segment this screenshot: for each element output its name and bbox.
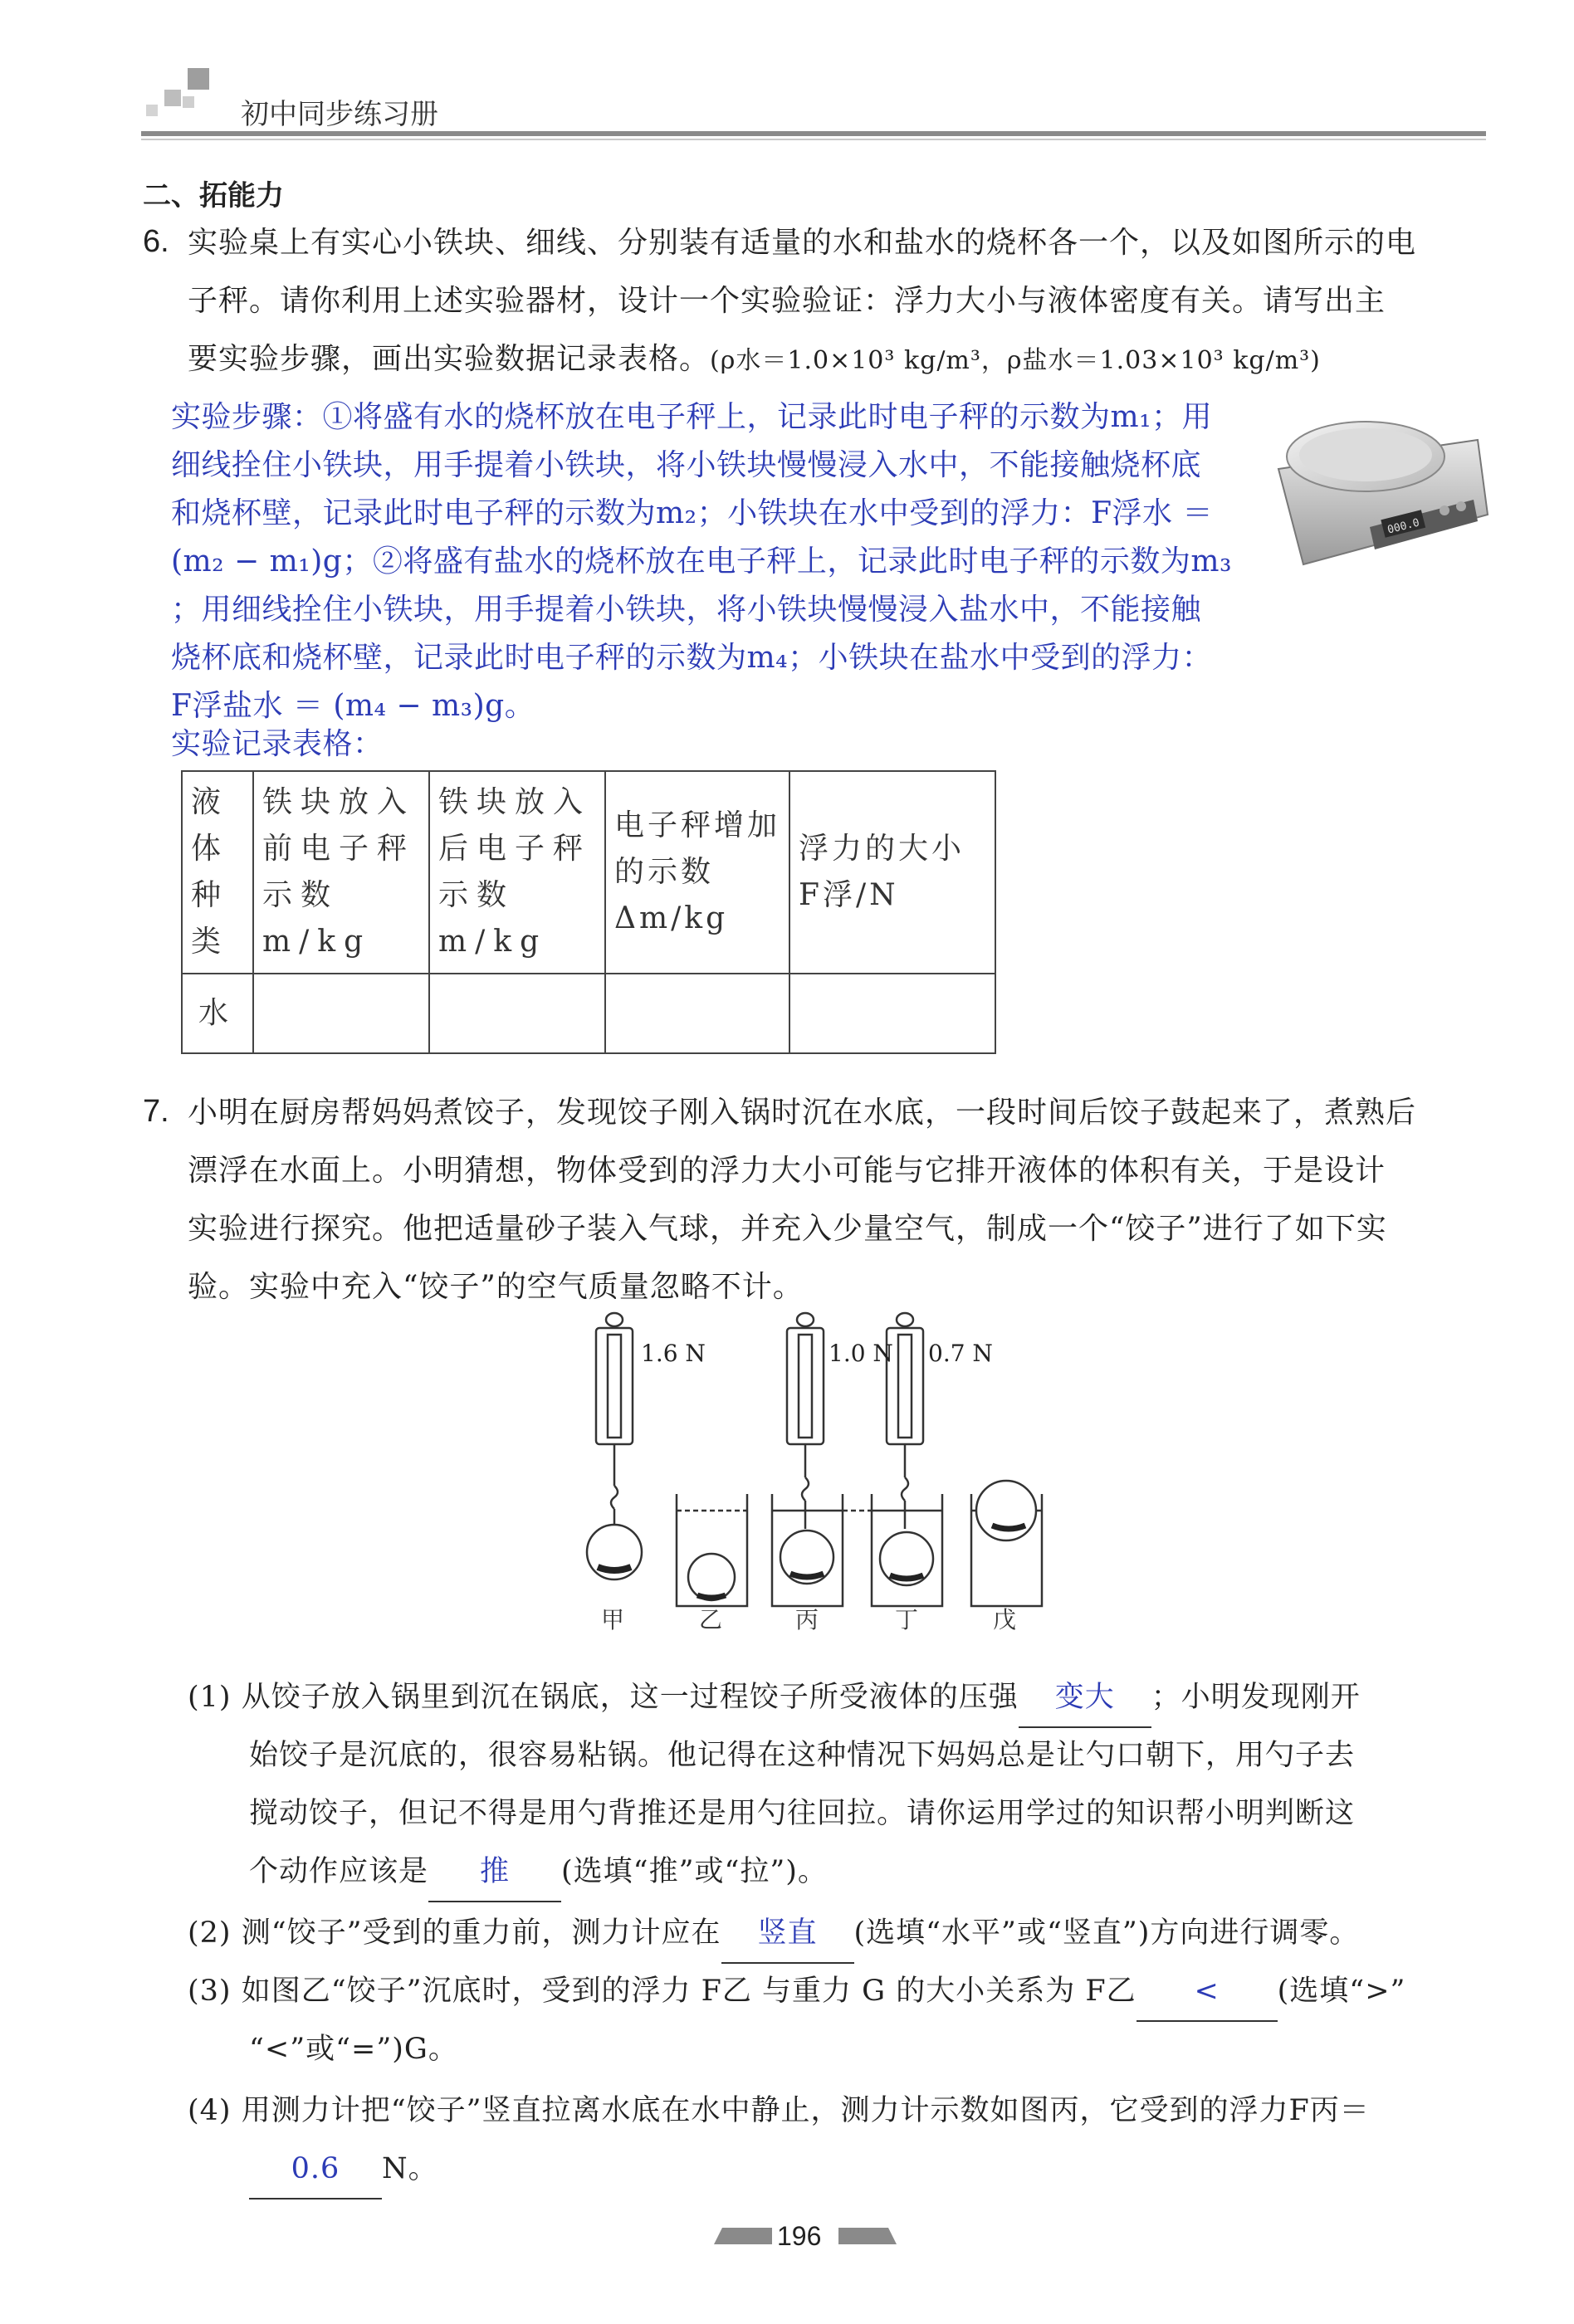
q7-p1-text-c: 个动作应该是 [249, 1855, 429, 1888]
table-cell [253, 974, 429, 1053]
q7-p1-text-a: (1) 从饺子放入锅里到沉在锅底，这一过程饺子所受液体的压强 [188, 1681, 1019, 1714]
figure-label-yi: 乙 [699, 1606, 723, 1633]
q7-p1-line-3: 搅动饺子，但记不得是用勺背推还是用勺往回拉。请你运用学过的知识帮小明判断这 [249, 1797, 1356, 1830]
figure-label-wu: 戊 [993, 1606, 1017, 1633]
q6-line-3 [188, 330, 1321, 390]
figure-label-bing: 丙 [795, 1606, 819, 1633]
table-cell [429, 974, 605, 1053]
q7-p1-line-2: 始饺子是沉底的，很容易粘锅。他记得在这种情况下妈妈总是让勺口朝下，用勺子去 [249, 1739, 1356, 1772]
q7-p1-answer-2: 推 [428, 1843, 561, 1902]
q6-answer-line-6: 烧杯底和烧杯壁，记录此时电子秤的示数为m₄；小铁块在盐水中受到的浮力： [171, 641, 1213, 675]
q7-line-4: 验。实验中充入“饺子”的空气质量忽略不计。 [188, 1270, 804, 1304]
table-header-cell: 液体种类 [182, 771, 253, 974]
q6-answer-line-4: (m₂ − m₁)g；②将盛有盐水的烧杯放在电子秤上，记录此时电子秤的示数为m₃ [171, 544, 1232, 579]
table-header-cell: 铁块放入后电子秤示数m/kg [429, 771, 605, 974]
table-header-cell: 铁块放入前电子秤示数m/kg [253, 771, 429, 974]
q7-p4-line-1: (4) 用测力计把“饺子”竖直拉离水底在水中静止，测力计示数如图丙，它受到的浮力F丙＝ [188, 2094, 1370, 2127]
reading-bing: 1.0 N [829, 1340, 893, 1367]
q7-p3-line-1 [188, 1962, 1405, 2022]
q7-p1-text-d: (选填“推”或“拉”)。 [561, 1855, 828, 1888]
table-cell: 水 [182, 974, 253, 1053]
table-cell [605, 974, 789, 1053]
q6-answer-line-3: 和烧杯壁，记录此时电子秤的示数为m₂；小铁块在水中受到的浮力：F浮水 ＝ [171, 496, 1213, 530]
q6-line-1: 实验桌上有实心小铁块、细线、分别装有适量的水和盐水的烧杯各一个，以及如图所示的电 [188, 226, 1417, 260]
q6-answer-line-1: 实验步骤：①将盛有水的烧杯放在电子秤上，记录此时电子秤的示数为m₁；用 [171, 400, 1213, 434]
spring-scale-jia [596, 1313, 633, 1509]
q7-p3-line-2: “<”或“=”)G。 [249, 2033, 458, 2066]
figure-label-ding: 丁 [895, 1606, 919, 1633]
electronic-scale-icon [1270, 390, 1494, 573]
q7-p1-text-b: ；小明发现刚开 [1151, 1681, 1361, 1714]
q7-p1-line-1 [188, 1668, 1361, 1728]
q7-line-1: 小明在厨房帮妈妈煮饺子，发现饺子刚入锅时沉在水底，一段时间后饺子鼓起来了，煮熟后 [188, 1096, 1417, 1130]
q7-p2-text-a: (2) 测“饺子”受到的重力前，测力计应在 [188, 1916, 721, 1950]
scale-display: 000.0 [1386, 516, 1421, 537]
q6-line-3-text: 要实验步骤，画出实验数据记录表格。 [188, 342, 711, 376]
q7-p4-text-b: N。 [382, 2152, 438, 2185]
header-title: 初中同步练习册 [241, 98, 438, 131]
table-header-row [182, 771, 995, 974]
record-table [181, 770, 996, 1054]
q7-p1-answer-1: 变大 [1019, 1668, 1151, 1728]
q7-p3-answer: < [1137, 1962, 1278, 2022]
q7-p3-text-a: (3) 如图乙“饺子”沉底时，受到的浮力 F乙 与重力 G 的大小关系为 F乙 [188, 1975, 1137, 2008]
table-header-cell: 电子秤增加的示数Δm/kg [605, 771, 789, 974]
q7-line-3: 实验进行探究。他把适量砂子装入气球，并充入少量空气，制成一个“饺子”进行了如下实 [188, 1212, 1387, 1246]
table-row [182, 974, 995, 1053]
q7-p2-answer: 竖直 [721, 1904, 854, 1964]
footer-left-bar [714, 2224, 772, 2246]
q6-answer-line-5: ；用细线拴住小铁块，用手提着小铁块，将小铁块慢慢浸入盐水中，不能接触 [171, 593, 1202, 627]
q7-p2-line [188, 1904, 1359, 1964]
figure-label-jia: 甲 [601, 1606, 625, 1633]
q7-p4-line-2 [249, 2140, 438, 2200]
header-rule [141, 131, 1486, 136]
q7-p2-text-b: (选填“水平”或“竖直”)方向进行调零。 [853, 1916, 1360, 1950]
q6-answer-line-2: 细线拴住小铁块，用手提着小铁块，将小铁块慢慢浸入水中，不能接触烧杯底 [171, 448, 1202, 482]
q6-answer-line-8: 实验记录表格： [171, 727, 384, 761]
q6-rho-water: (ρ水＝1.0×10³ kg/m³， [710, 346, 1007, 375]
table-cell [789, 974, 995, 1053]
q6-answer-line-7: F浮盐水 ＝ (m₄ − m₃)g。 [171, 689, 535, 723]
footer-right-bar [838, 2224, 897, 2246]
q7-p3-text-b: (选填“>” [1277, 1975, 1406, 2008]
reading-ding: 0.7 N [928, 1340, 993, 1367]
section-title: 二、拓能力 [143, 179, 284, 212]
table-header-cell: 浮力的大小F浮/N [789, 771, 995, 974]
q6-line-2: 子秤。请你利用上述实验器材，设计一个实验验证：浮力大小与液体密度有关。请写出主 [188, 284, 1386, 318]
spring-scale-bing [787, 1313, 824, 1501]
header-rule-thin [141, 139, 1486, 140]
q7-number: 7. [143, 1094, 169, 1129]
q6-rho-salt: ρ盐水＝1.03×10³ kg/m³) [1006, 346, 1321, 375]
q6-number: 6. [143, 224, 169, 259]
q7-p4-answer: 0.6 [249, 2140, 382, 2200]
page-number: 196 [777, 2221, 822, 2251]
q7-p1-line-4 [249, 1843, 828, 1902]
reading-jia: 1.6 N [641, 1340, 706, 1367]
experiment-figure [573, 1311, 1104, 1627]
q7-line-2: 漂浮在水面上。小明猜想，物体受到的浮力大小可能与它排开液体的体积有关，于是设计 [188, 1154, 1386, 1188]
